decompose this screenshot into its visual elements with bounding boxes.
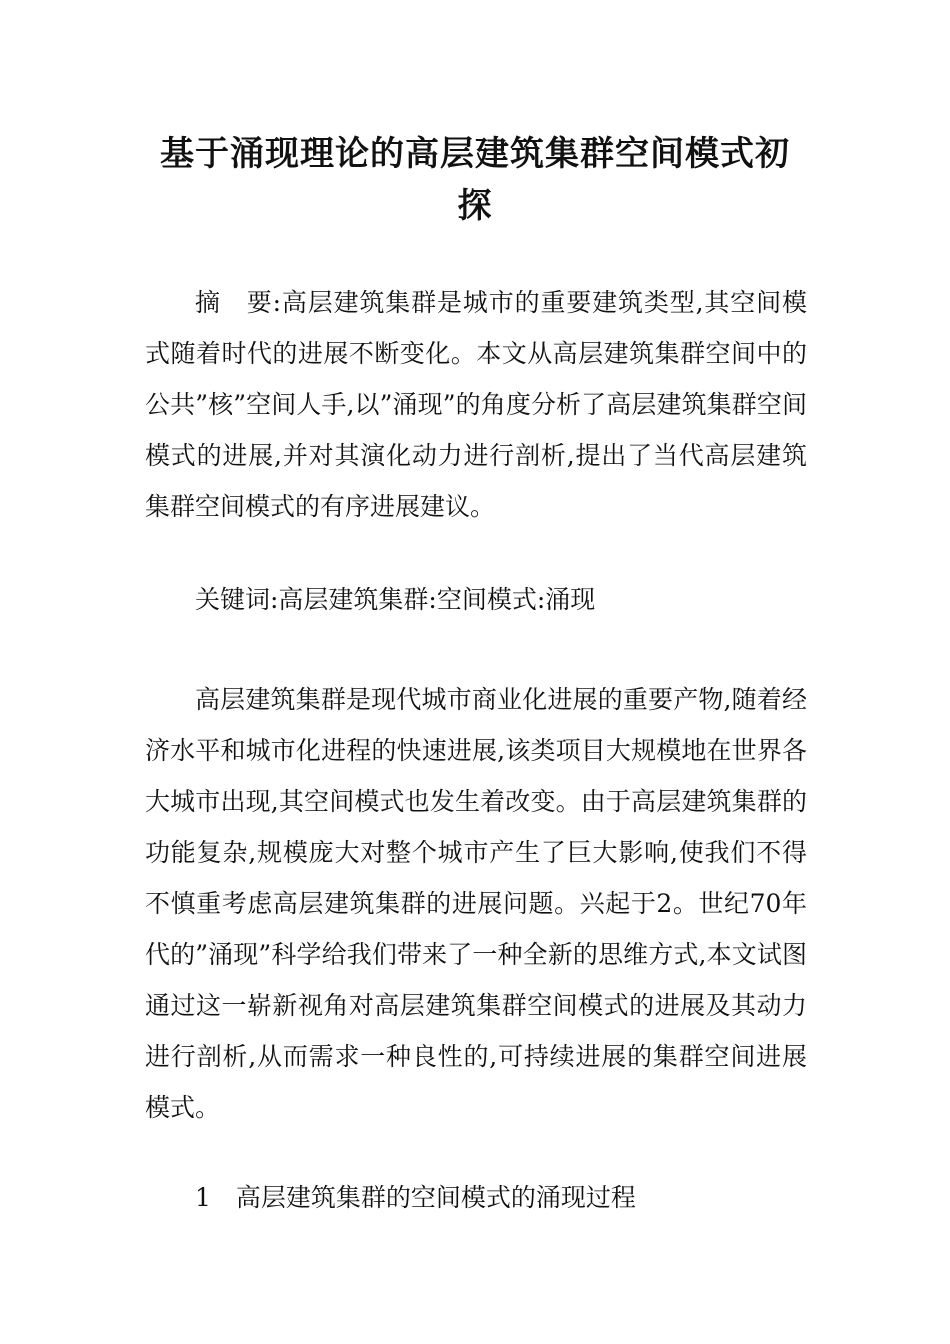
abstract-paragraph: 摘 要:高层建筑集群是城市的重要建筑类型,其空间模式随着时代的进展不断变化。本文从高层建筑集群空间中的公共”核”空间人手,以”涌现”的角度分析了高层建筑集群空间模式的进展,并对其演化动力进行剖析,提出了当代高层建筑集群空间模式的有序进展建议。 <box>145 288 807 521</box>
keywords-line: 关键词:高层建筑集群:空间模式:涌现 <box>195 585 596 614</box>
document-title: 基于涌现理论的高层建筑集群空间模式初探 <box>160 134 790 226</box>
section-heading-1: 1 高层建筑集群的空间模式的涌现过程 <box>195 1183 636 1212</box>
intro-paragraph: 高层建筑集群是现代城市商业化进展的重要产物,随着经济水平和城市化进程的快速进展,该类项目大规模地在世界各大城市出现,其空间模式也发生着改变。由于高层建筑集群的功能复杂,规模庞大对整个城市产生了巨大影响,使我们不得不慎重考虑高层建筑集群的进展问题。兴起于2。世纪70年代的”涌现”科学给我们带来了一种全新的思维方式,本文试图通过这一崭新视角对高层建筑集群空间模式的进展及其动力进行剖析,从而需求一种良性的,可持续进展的集群空间进展模式。 <box>145 685 807 1122</box>
